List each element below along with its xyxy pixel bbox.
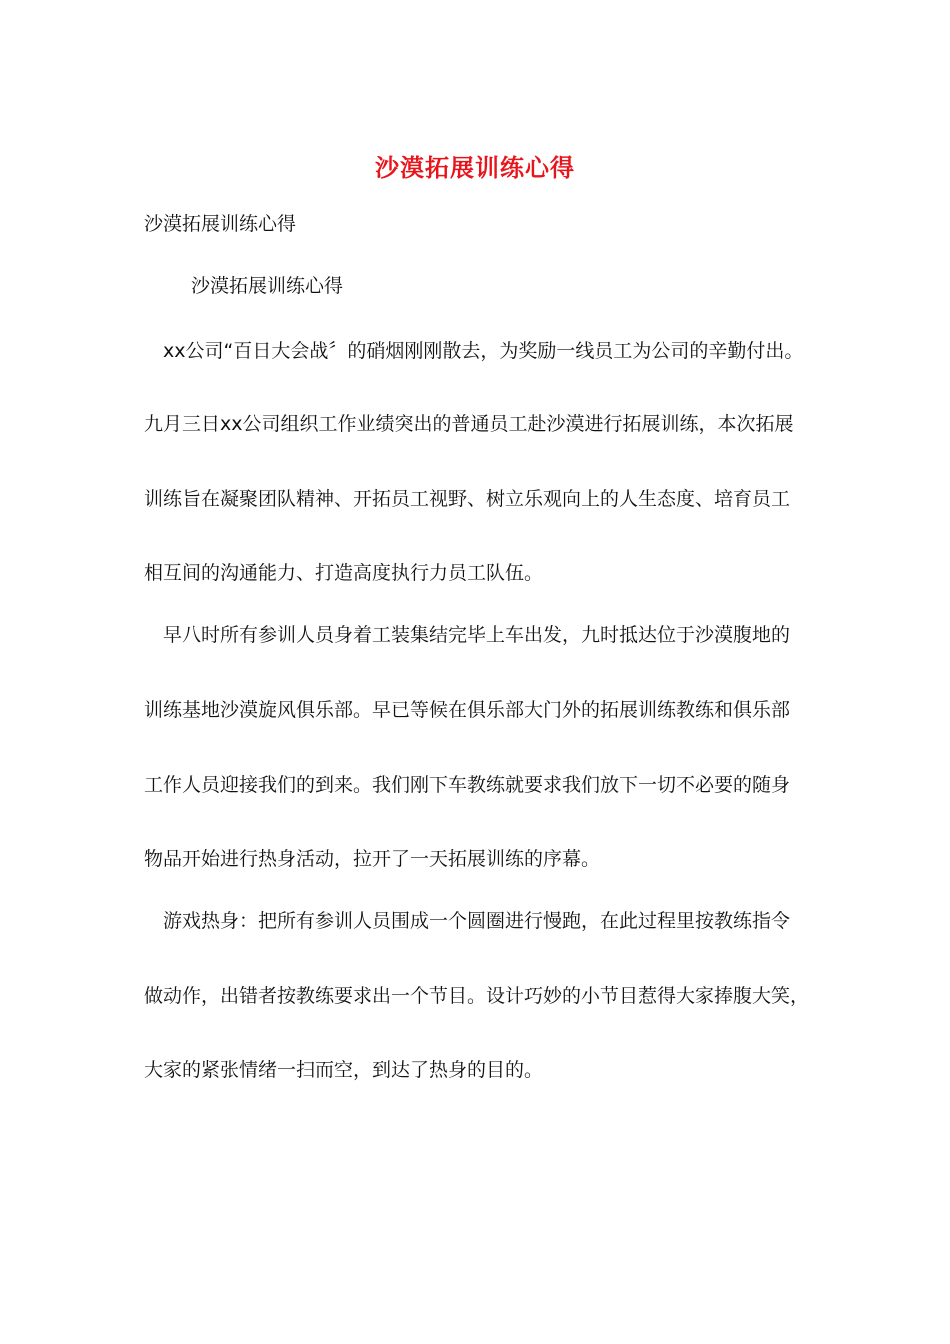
paragraph-3-line-2: 做动作，出错者按教练要求出一个节目。设计巧妙的小节目惹得大家捧腹大笑， (144, 985, 810, 1007)
document-subtitle: 沙漠拓展训练心得 (144, 213, 297, 235)
paragraph-1-line-1: xx公司“百日大会战〞的硝烟刚刚散去，为奖励一线员工为公司的辛勤付出。 (163, 340, 804, 362)
paragraph-1-line-3: 训练旨在凝聚团队精神、开拓员工视野、树立乐观向上的人生态度、培育员工 (144, 488, 791, 510)
paragraph-2-line-3: 工作人员迎接我们的到来。我们刚下车教练就要求我们放下一切不必要的随身 (144, 774, 791, 796)
document-subtitle-indented: 沙漠拓展训练心得 (191, 275, 344, 297)
paragraph-2-line-4: 物品开始进行热身活动，拉开了一天拓展训练的序幕。 (144, 848, 601, 870)
paragraph-2-line-2: 训练基地沙漠旋风俱乐部。早已等候在俱乐部大门外的拓展训练教练和俱乐部 (144, 699, 791, 721)
paragraph-3-line-3: 大家的紧张情绪一扫而空，到达了热身的目的。 (144, 1059, 544, 1081)
paragraph-1-line-4: 相互间的沟通能力、打造高度执行力员工队伍。 (144, 562, 544, 584)
document-title: 沙漠拓展训练心得 (375, 153, 575, 182)
paragraph-1-line-2: 九月三日xx公司组织工作业绩突出的普通员工赴沙漠进行拓展训练，本次拓展 (144, 413, 794, 435)
paragraph-2-line-1: 早八时所有参训人员身着工装集结完毕上车出发，九时抵达位于沙漠腹地的 (163, 624, 791, 646)
paragraph-3-line-1: 游戏热身：把所有参训人员围成一个圆圈进行慢跑，在此过程里按教练指令 (163, 910, 791, 932)
